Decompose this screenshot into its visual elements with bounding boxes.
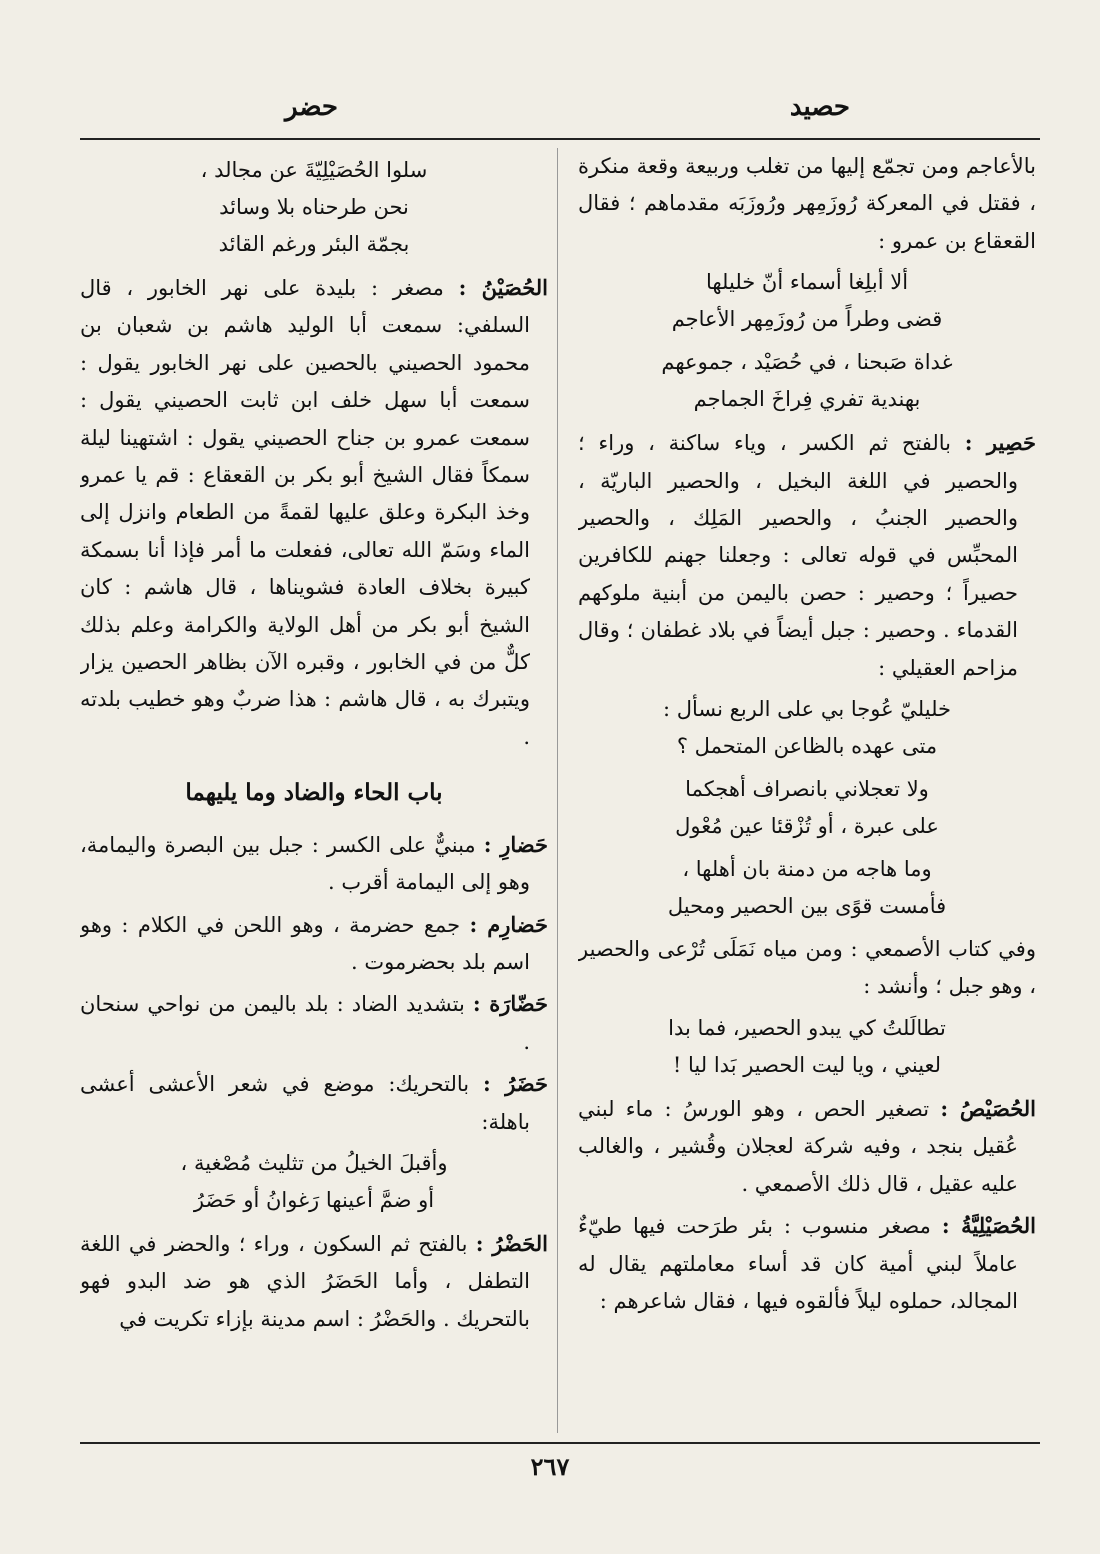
entry-headword: الحُصَيْنُ : xyxy=(458,275,548,300)
running-header-right: حصيد xyxy=(789,92,850,122)
dictionary-entry xyxy=(80,269,548,756)
right-column xyxy=(578,148,1036,1433)
verse-block xyxy=(578,344,1036,418)
entry-text: بتشديد الضاد : بلد باليمن من نواحي سنحان . xyxy=(80,992,530,1054)
dictionary-entry xyxy=(80,985,548,1061)
entry-headword: حَضَرُ : xyxy=(482,1071,548,1097)
verse-line: تطالَلتُ كي يبدو الحصير، فما بدا xyxy=(668,1015,946,1040)
entry-text: بالفتح ثم السكون ، وراء ؛ والحضر في اللغة التطفل ، وأما الحَضَرُ الذي هو ضد البدو فهو بالتحريك . والحَضْرُ : اسم مدينة بإزاء تكريت في xyxy=(80,1231,530,1331)
entry-text: بالتحريك: موضع في شعر الأعشى أعشى باهلة: xyxy=(80,1072,530,1134)
page-number: ٢٦٧ xyxy=(530,1452,570,1481)
verse-line: خليليّ عُوجا بي على الربع نسأل : xyxy=(662,697,952,722)
verse-block xyxy=(578,264,1036,338)
entry-text: مصغر منسوب : بئر طرَحت فيها طيّءٌ عاملاً لبني أمية كان قد أساء معاملتهم يقال له المجالد، حملوه ليلاً فألقوه فيها ، فقال شاعرهم : xyxy=(578,1214,1018,1313)
dictionary-entry xyxy=(80,906,548,982)
verse-line: على عبرة ، أو تُزْقئا عين مُعْول xyxy=(675,814,939,839)
footer-rule xyxy=(80,1442,1040,1444)
entry-headword: حَضارِ : xyxy=(483,831,548,857)
entry-headword: حَضارِم : xyxy=(469,911,548,937)
verse-block xyxy=(80,1145,548,1219)
dictionary-entry xyxy=(80,1225,548,1338)
verse-line: سلوا الحُصَيْلِيّةَ عن مجالد ، xyxy=(200,158,428,182)
left-column xyxy=(80,148,548,1433)
entry-headword: الحُصَيْلِيَّةُ : xyxy=(941,1213,1036,1239)
paragraph: وفي كتاب الأصمعي : ومن مياه نَمَلَى تُرْعى والحصير ، وهو جبل ؛ وأنشد : xyxy=(578,937,1036,999)
header-rule xyxy=(80,138,1040,140)
dictionary-entry xyxy=(578,424,1036,687)
entry-headword: حَصِير : xyxy=(964,430,1036,456)
entry-text: تصغير الحص ، وهو الورسُ : ماء لبني عُقيل بنجد ، وفيه شركة لعجلان وقُشير ، والغالب عليه عقيل ، قال ذلك الأصمعي . xyxy=(578,1096,1018,1196)
dictionary-entry xyxy=(80,1065,548,1141)
running-header-left: حضر xyxy=(285,92,338,122)
verse-block xyxy=(578,771,1036,845)
verse-line: ألا أبلِغا أسماء أنّ خليلها xyxy=(705,270,909,295)
verse-block xyxy=(578,851,1036,925)
entry-text: مبنيٌّ على الكسر : جبل بين البصرة واليمامة، وهو إلى اليمامة أقرب . xyxy=(80,832,530,895)
verse-line: لعيني ، ويا ليت الحصير بَدا ليا ! xyxy=(672,1052,942,1077)
entry-text: مصغر : بليدة على نهر الخابور ، قال السلفي: سمعت أبا الوليد هاشم بن شعبان بن محمود الحصيني بالحصين على نهر الخابور يقول : سمعت أبا سهل خلف ابن ثابت الحصيني يقول : سمعت عمرو بن جناح الحصيني يقول : اشتهينا ليلة سمكاً فقال الشيخ أبو بكر بن القعقاع : قم يا عمرو وخذ البكرة وعلق عليها لقمةً من الطعام وانزل إلى الماء وسَمّ الله تعالى، ففعلت ما أمر فإذا أنا بسمكة كبيرة بخلاف العادة فشويناها ، قال هاشم : كان الشيخ أبو بكر من أهل الولاية والكرامة وعلم بذلك كلٌّ من في الخابور ، وقبره الآن بظاهر الحصين يزار ويتبرك به ، قال هاشم : هذا ضربٌ وهو خطيب بلدته . xyxy=(80,276,530,749)
entry-headword: الحُصَيْصُ : xyxy=(940,1095,1036,1121)
verse-line: بجمّة البئر ورغم القائد xyxy=(218,232,410,256)
dictionary-entry xyxy=(578,1207,1036,1320)
verse-line: وأقبلَ الخيلُ من تثليث مُصْغية ، xyxy=(180,1150,448,1175)
verse-line: أو ضمَّ أعينها رَغوانُ أو حَضَرُ xyxy=(193,1187,435,1212)
verse-line: غداة صَبحنا ، في حُصَيْد ، جموعهم xyxy=(661,350,953,375)
verse-line: قضى وطراً من رُوزَمِهر الأعاجم xyxy=(671,307,943,332)
verse-block xyxy=(578,691,1036,765)
section-heading: باب الحاء والضاد وما يليهما xyxy=(185,779,443,807)
entry-headword: الحَضْرُ : xyxy=(475,1230,548,1256)
verse-line: فأمست قوًى بين الحصير ومحيل xyxy=(667,894,947,919)
column-divider xyxy=(557,148,558,1433)
entry-headword: حَضّارَة : xyxy=(472,991,548,1017)
verse-line: ولا تعجلاني بانصراف أهجكما xyxy=(685,777,929,802)
verse-line: وما هاجه من دمنة بان أهلها ، xyxy=(682,857,932,882)
verse-line: بهندية تفري فِراخَ الجماجم xyxy=(693,387,921,412)
paragraph: بالأعاجم ومن تجمّع إليها من تغلب وربيعة وقعة منكرة ، فقتل في المعركة رُوزَمِهر ورُوزَبَه مقدماهم ؛ فقال القعقاع بن عمرو : xyxy=(578,154,1036,253)
verse-block xyxy=(578,1010,1036,1084)
entry-text: جمع حضرمة ، وهو اللحن في الكلام : وهو اسم بلد بحضرموت . xyxy=(80,912,530,974)
dictionary-entry xyxy=(578,1090,1036,1203)
verse-block xyxy=(80,152,548,263)
verse-line: نحن طرحناه بلا وسائد xyxy=(219,195,409,219)
verse-line: متى عهده بالظاعن المتحمل ؟ xyxy=(676,734,938,759)
dictionary-entry xyxy=(80,826,548,902)
entry-text: بالفتح ثم الكسر ، وياء ساكنة ، وراء ؛ والحصير في اللغة البخيل ، والحصير الباريّة ، والحصير الجنبُ ، والحصير المَلِك ، والحصير المحبِّس في قوله تعالى : وجعلنا جهنم للكافرين حصيراً ؛ وحصير : حصن باليمن من أبنية ملوكهم القدماء . وحصير : جبل أيضاً في بلاد غطفان ؛ وقال مزاحم العقيلي : xyxy=(578,431,1018,680)
